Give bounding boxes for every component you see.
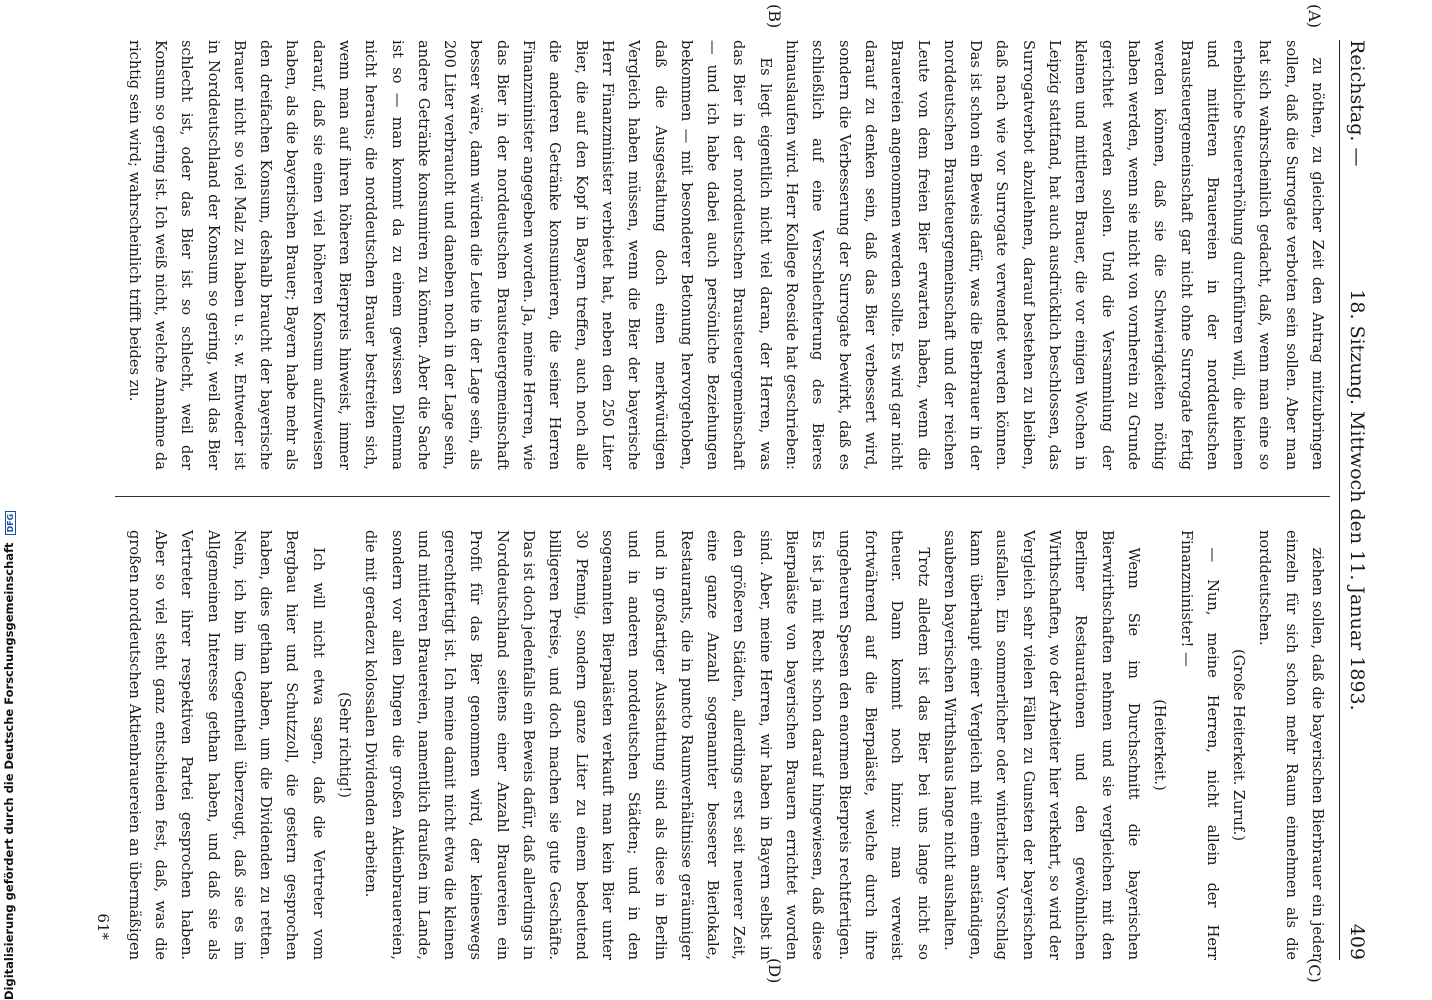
page-header bbox=[1339, 40, 1374, 960]
right-column bbox=[115, 530, 1330, 960]
digitization-credit bbox=[2, 511, 16, 1000]
right-paragraph: Wenn Sie im Durchschnitt die bayerischen Bierwirthschaften nehmen und sie vergleichen mit den Berliner Restaurationen und den gewöhnlichen Wirthschaften, wo der Arbeiter hier verkehrt, so wird der Vergleich sehr vielen Fällen zu Gunsten der bayerischen ausfallen. Ein sommerlicher oder winterlicher Vorschlag kann überhaupt einer Vergleich mit einem anständigen, sauberen bayerischen Wirthshaus lange nicht aushalten. bbox=[940, 530, 1142, 960]
header-center: 18. Sitzung. Mittwoch den 11. Januar 1893. bbox=[1346, 289, 1368, 711]
header-left: Reichstag. — bbox=[1346, 40, 1368, 167]
stage-direction: (Große Heiterkeit. Zuruf.) bbox=[1230, 648, 1248, 842]
margin-mark-b: (B) bbox=[765, 4, 784, 29]
right-paragraph: Trotz alledem ist das Bier bei uns lange nicht so theuer. Dann kommt noch hinzu: man verweist fortwährend auf die Bierpaläste, welche durch ihre ungeheuren Spesen den enormen Bierpreis rechtfertigen. Es ist ja mit Recht schon darauf hingewiesen, daß diese Bierpaläste von bayerischen Brauern errichtet worden sind. Aber, meine Herren, wir haben in Bayern selbst in den größeren Städten, allerdings erst seit neuerer Zeit, eine ganze Anzahl sogenannter besserer Bierlokale, Restaurants, die in puncto Raumverhältnisse geräumiger und in großartiger Ausstattung sind als diese in Berlin und in anderen norddeutschen Städten; und in den sogenannten Bierpalästen verkauft man kein Bier unter 30 Pfennig, sondern ganze Liter zu einem bedeutend billigeren Preise, und doch machen sie gute Geschäfte. Das ist doch jedenfalls ein Beweis dafür, daß allerdings in Norddeutschland seitens einer Anzahl Brauereien ein Profit für das Bier genommen wird, der keineswegs gerechtfertigt ist. Ich meine damit nicht etwa die kleinen und mittleren Brauereien, namentlich draußen im Lande, sondern vor allen Dingen die großen Aktienbrauereien, die mit geradezu kolossalen Dividenden arbeiten. bbox=[362, 530, 932, 960]
credit-text: Digitalisierung gefördert durch die Deutsche Forschungsgemeinschaft bbox=[2, 542, 16, 1000]
scanned-page bbox=[84, 0, 1384, 1000]
margin-mark-d: (D) bbox=[765, 958, 784, 984]
column-divider bbox=[115, 496, 1330, 497]
stage-direction: (Sehr richtig!) bbox=[336, 692, 354, 798]
page-number: 409 bbox=[1346, 923, 1368, 960]
right-paragraph: — Nun, meine Herren, nicht allein der Herr Finanzminister! — bbox=[1177, 530, 1221, 960]
margin-mark-c: (C) bbox=[1305, 958, 1324, 983]
left-paragraph: Es liegt eigentlich nicht viel daran, der Herren, was das Bier in der norddeutschen Brausteuergemeinschaft — und ich habe dabei auch persönliche Beziehungen bekommen — mit besonderer Betonung hervorgehoben, daß die Ausgestaltung doch einen merkwürdigen Vergleich haben müssen, wenn die Bier der bayerische Herr Finanzminister verbietet hat, neben den 250 Liter Bier, die auf den Kopf in Bayern treffen, auch noch alle die anderen Getränke konsumieren, die seiner Herren Finanzminister angegeben worden. Ja, meine Herren, wie das Bier in der norddeutschen Brausteuergemeinschaft besser wäre, dann würden die Leute in der Lage sein, als 200 Liter verbraucht und daneben noch in der Lage sein, andere Getränke konsumiren zu können. Aber die Sache ist so — man kommt da zu einem gewissen Dilemma nicht heraus; die norddeutschen Brauer bestreiten sich, wenn man auf ihren höheren Bierpreis hinweist, immer darauf, daß sie einen viel höheren Konsum aufzuweisen haben, als die bayerischen Brauer; Bayern habe mehr als den dreifachen Konsum, deshalb braucht der bayerische Brauer nicht so viel Malz zu haben u. s. w. Entweder ist in Norddeutschland der Konsum so gering, weil das Bier schlecht ist, oder das Bier ist so schlecht, weil der Konsum so gering ist. Ich weiß nicht, welche Annahme da richtig sein wird; wahrscheinlich trifft beides zu. bbox=[125, 40, 774, 470]
stage-direction: (Heiterkeit.) bbox=[1151, 699, 1169, 791]
left-column bbox=[115, 40, 1330, 470]
right-paragraph: Ich will nicht etwa sagen, daß die Vertreter vom Bergbau hier und Schutzzoll, die gestern gesprochen haben, dies gethan haben, um die Dividenden zu retten. Nein, ich bin im Gegentheil überzeugt, daß sie es im Allgemeinen Interesse gethan haben, und daß sie als Vertreter ihrer respektiven Partei gesprochen haben. Aber so viel steht ganz entschieden fest, daß, was die großen norddeutschen Aktienbrauereien an übermäßigen bbox=[125, 530, 327, 960]
left-paragraph bbox=[115, 40, 120, 470]
margin-mark-a: (A) bbox=[1305, 4, 1324, 29]
dfg-logo: DFG bbox=[5, 511, 16, 536]
page-footer-signature: 61* bbox=[94, 913, 112, 940]
left-paragraph: zu nöthen, zu gleicher Zeit den Antrag mitzubringen sollen, daß die Surrogate verboten sein sollen. Aber man hat sich wahrscheinlich gedacht, daß, wenn man eine so erhebliche Steuererhöhung durchführen will, die kleinen und mittleren Brauereien in der norddeutschen Brausteuergemeinschaft gar nicht ohne Surrogate fertig werden können, daß sie die Schwierigkeiten nöthig haben werden, wenn sie nicht von vornherein zu Grunde gerichtet werden sollen. Und die Versammlung der kleinen und mittleren Brauer, die vor einigen Wochen in Leipzig stattfand, hat auch ausdrücklich beschlossen, das Surrogatverbot abzulehnen, darauf bestehen zu bleiben, daß nach wie vor Surrogate verwendet werden können. Das ist schon ein Beweis dafür, was die Bierbrauer in der norddeutschen Brausteuergemeinschaft und der reichen Leute von dem freien Bier erwarten haben, wenn die Brauereien angenommen werden sollte. Es wird gar nicht darauf zu denken sein, daß das Bier verbessert wird, sondern die Verbesserung der Surrogate bewirkt, daß es schließlich auf eine Verschlechterung des Bieres hinauslaufen wird. Herr Kollege Roeside hat geschrieben: bbox=[783, 40, 1326, 470]
right-paragraph: ziehen sollen, daß die bayerischen Bierbrauer ein jeder einzeln für sich schon mehr Raum einnehmen als die norddeutschen. bbox=[1256, 530, 1326, 960]
